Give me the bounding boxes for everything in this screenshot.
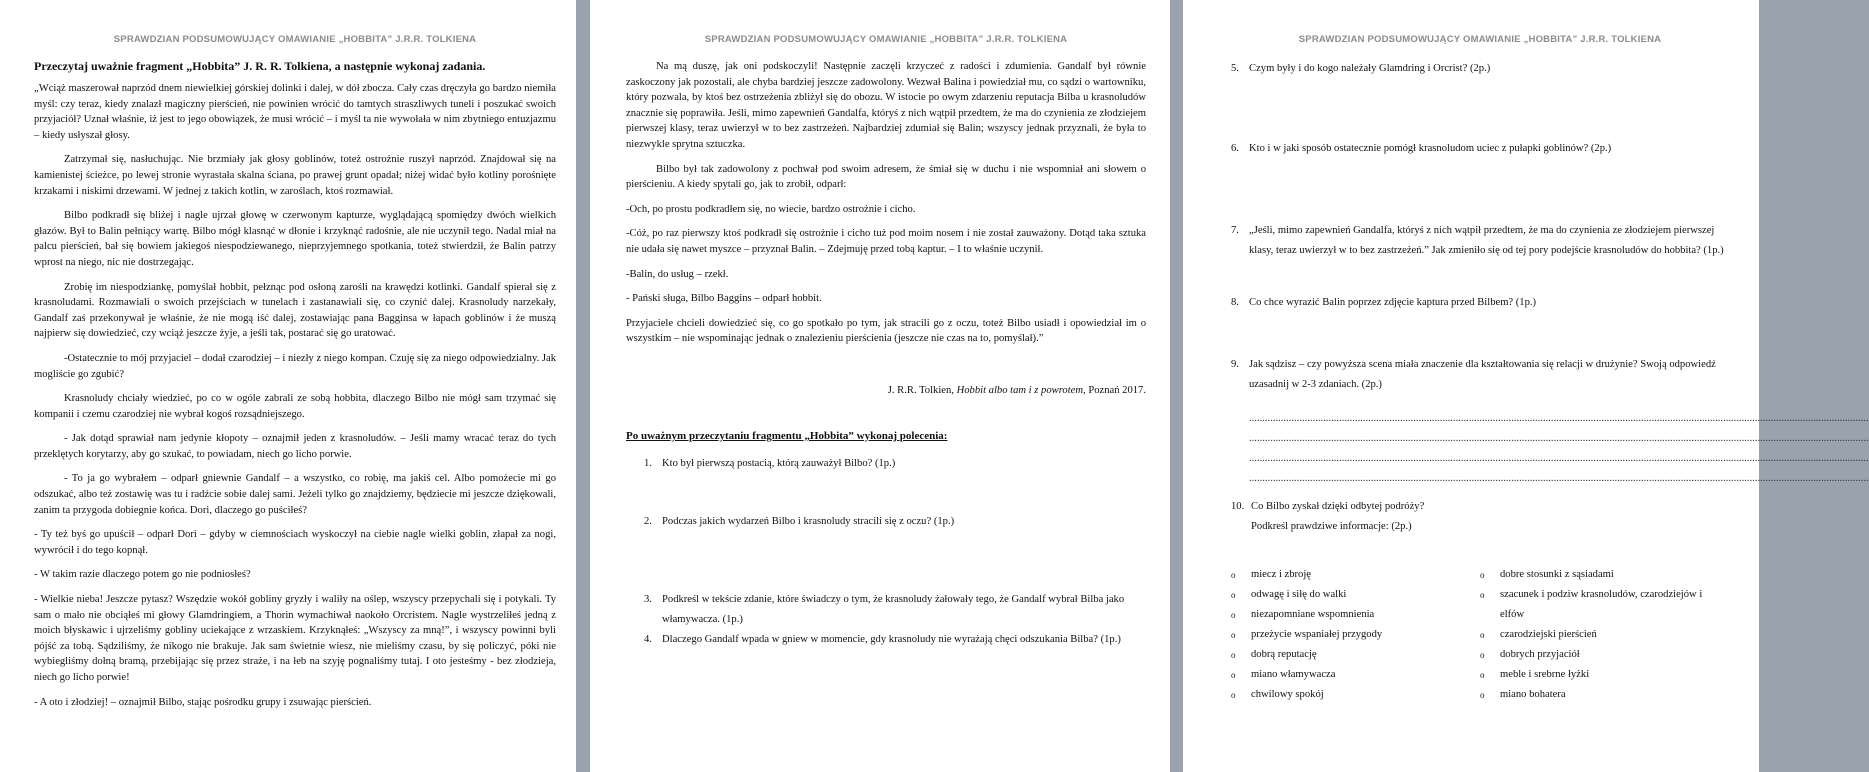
paragraph: Bilbo podkradł się bliżej i nagle ujrzał głowę w czerwonym kapturze, wyglądającą spomiędzy dwóch wielkich głazów. Był to Balin pełniący wartę. Bilbo mógł klasnąć w dłonie i krzyknąć radośnie, ale nie uczynił tego. Nadal miał na palcu pierścień, bał się bowiem jakiegoś niespodziewanego, nieprzyjemnego spotkania, toteż stwierdził, że Balin patrzy wprost na niego, nic nie dostrzegając. (34, 210, 556, 268)
option[interactable] (1480, 565, 1729, 585)
paragraph: -Cóż, po raz pierwszy ktoś podkradł się ostrożnie i cicho tuż pod moim nosem i nie został zauważony. Dotąd taka sztuka nie udała się nawet myszce – przyznał Balin. – Zdejmuję przed tobą kaptur. – I to właśnie uczynił. (626, 228, 1146, 255)
answer-line[interactable]: .......................................................................................................................................................................................................................................... (1249, 433, 1869, 444)
answer-line[interactable]: .......................................................................................................................................................................................................................................... (1249, 473, 1869, 484)
question-text: Co chce wyrazić Balin poprzez zdjęcie kaptura przed Bilbem? (1p.) (1249, 297, 1537, 308)
question-9 (1231, 355, 1729, 395)
paragraph: -Balin, do usług – rzekł. (626, 268, 729, 280)
question-text: Dlaczego Gandalf wpada w gniew w momencie, gdy krasnoludy nie wyrażają chęci odszukania Bilba? (1p.) (662, 633, 1121, 645)
question-number: 4. (644, 633, 652, 645)
option-label: meble i srebrne łyżki (1500, 669, 1590, 680)
question-8 (1231, 293, 1729, 313)
paragraph: - To ja go wybrałem – odparł gniewnie Gandalf – a wszystko, co robię, ma jakiś cel. Albo pomożecie mi go odszukać, albo też zostawię was tu i radźcie sobie dalej sami. Jeżeli tylko go znajdziemy, będziecie mi jeszcze dziękowali, zanim ta przygoda dobiegnie końca. Dori, dlaczego go puściłeś? (34, 473, 556, 516)
page-header: SPRAWDZIAN PODSUMOWUJĄCY OMAWIANIE „HOBBITA” J.R.R. TOLKIENA (704, 34, 1068, 45)
question-text: „Jeśli, mimo zapewnień Gandalfa, któryś z nich wątpił przedtem, że ma do czynienia ze złodziejem pierwszej klasy, teraz uwierzył w to bez zastrzeżeń.” Jak zmieniło się od tej pory podejście krasnoludów do hobbita? (1p.) (1249, 225, 1724, 256)
question-10 (1231, 497, 1729, 537)
circle-bullet-icon: o (1480, 630, 1485, 640)
paragraph: „Wciąż maszerował naprzód dnem niewielkiej górskiej dolinki i dalej, w dół zbocza. Cały czas dręczyła go bardzo niemiła myśl: czy teraz, kiedy znalazł magiczny pierścień, nie powinien wrócić do tamtych straszliwych tuneli i poszukać swoich przyjaciół? Uznał właśnie, iż jest to jego obowiązek, że musi wrócić – i myśl ta nie wywołała w nim zbytniego entuzjazmu – kiedy usłyszał głosy. (34, 83, 556, 141)
citation-work: Hobbit albo tam i z powrotem (956, 384, 1084, 396)
option[interactable] (1231, 665, 1480, 685)
option-label: miano bohatera (1500, 689, 1566, 700)
question-text-line: Co Bilbo zyskał dzięki odbytej podróży? (1251, 501, 1425, 512)
paragraph: -Och, po prostu podkradłem się, no wiecie, bardzo ostrożnie i cicho. (626, 203, 916, 215)
question-4 (644, 630, 1146, 650)
circle-bullet-icon: o (1480, 570, 1485, 580)
story-text (626, 59, 1146, 347)
option[interactable] (1231, 565, 1480, 585)
circle-bullet-icon: o (1480, 670, 1485, 680)
paragraph: - Wielkie nieba! Jeszcze pytasz? Wszędzie wokół gobliny gryzły i waliły na oślep, wszyscy przepychali się i potykali. Ty sam o mało nie obciąłeś mi głowy Glamdringiem, a Thorin wymachiwał naokoło Orcristem. Nagle wystrzeliłeś jedną z moich błyskawic i ujrzeliśmy gobliny uciekające z wrzaskiem. Krzyknąłeś: „Wszyscy za mną!”, i wszyscy powinni byli pójść za tobą. Sądziliśmy, że nikogo nie brakuje. Jak sam świetnie wiesz, nie mieliśmy czasu, by się policzyć, póki nie wybiegliśmy dołną bramą, przebijając się przez straże, i na łeb na szyję pognaliśmy tutaj. I oto jesteśmy - bez złodzieja, niech go licho porwie! (34, 594, 556, 683)
answer-options (1231, 565, 1729, 705)
question-5 (1231, 59, 1729, 79)
paragraph: Przyjaciele chcieli dowiedzieć się, co go spotkało po tym, jak stracili go z oczu, toteż Bilbo usiadł i opowiedział im o wszystkim – nie wspominając jednak o znalezieniu pierścienia (jeszcze nie czas na to, pomyślał).” (626, 317, 1146, 345)
paragraph: Krasnoludy chciały wiedzieć, po co w ogóle zabrali ze sobą hobbita, dlaczego Bilbo nie mógł sam trzymać się kompanii i czemu czarodziej nie wybrał kogoś rozsądniejszego. (34, 393, 556, 420)
question-text: Podkreśl w tekście zdanie, które świadczy o tym, że krasnoludy żałowały tego, że Gandalf wybrał Bilba jako włamywacza. (1p.) (662, 593, 1125, 625)
question-number: 8. (1231, 297, 1239, 308)
circle-bullet-icon: o (1231, 650, 1236, 660)
paragraph: Na mą duszę, jak oni podskoczyli! Następnie zaczęli krzyczeć z radości i zdumienia. Gandalf był równie zaskoczony jak pozostali, ale chyba bardziej jeszcze zadowolony. Wezwał Balina i powiedział mu, co sądzi o wartowniku, który pozwala, by ktoś bez ostrzeżenia zbliżył się do obozu. W istocie po owym zdarzeniu reputacja Bilba u krasnoludów znacznie się poprawiła. Jeśli, mimo zapewnień Gandalfa, któryś z nich wątpił przedtem, że ma do czynienia ze złodziejem pierwszej klasy, teraz uwierzył w to bez zastrzeżeń. Najbardziej zdumiał się Balin; wszyscy jednak przyznali, że była to niezwykle sprytna sztuczka. (626, 61, 1146, 150)
option[interactable] (1231, 625, 1480, 645)
circle-bullet-icon: o (1480, 690, 1485, 700)
question-number: 6. (1231, 143, 1239, 154)
options-left-column (1231, 565, 1480, 705)
page-header: SPRAWDZIAN PODSUMOWUJĄCY OMAWIANIE „HOBBITA” J.R.R. TOLKIENA (113, 34, 477, 45)
circle-bullet-icon: o (1231, 570, 1236, 580)
option-label: dobre stosunki z sąsiadami (1500, 569, 1614, 580)
task-heading: Po uważnym przeczytaniu fragmentu „Hobbita” wykonaj polecenia: (626, 429, 948, 442)
option-label: chwilowy spokój (1251, 689, 1324, 700)
option-label: niezapomniane wspomnienia (1251, 609, 1375, 620)
question-number: 10. (1231, 501, 1245, 512)
question-text: Kto i w jaki sposób ostatecznie pomógł krasnoludom uciec z pułapki goblinów? (2p.) (1249, 143, 1612, 154)
question-instruction: Podkreśl prawdziwe informacje: (2p.) (1251, 521, 1412, 532)
paragraph: Bilbo był tak zadowolony z pochwał pod swoim adresem, że śmiał się w duchu i nie wspomniał ani słowem o pierścieniu. A kiedy spytali go, jak to zrobił, odparł: (626, 163, 1146, 191)
paragraph: Zatrzymał się, nasłuchując. Nie brzmiały jak głosy goblinów, toteż ostrożnie ruszył naprzód. Znajdował się na kamienistej ścieżce, po lewej stronie wyrastała skalna ściana, po prawej grunt opadał; niżej widać było kotliny porośnięte krzakami i niskimi drzewami. W jednej z takich kotlin, w zaroślach, ktoś rozmawiał. (34, 154, 556, 197)
citation (626, 385, 1146, 396)
paragraph: - Pański sługa, Bilbo Baggins – odparł hobbit. (626, 293, 822, 305)
answer-line[interactable]: .......................................................................................................................................................................................................................................... (1249, 453, 1869, 464)
paragraph: - Jak dotąd sprawiał nam jedynie kłopoty – oznajmił jeden z krasnoludów. – Jeśli mamy wracać teraz do tych przeklętych korytarzy, aby go szukać, to powiadam, niech go licho porwie. (34, 433, 556, 460)
question-number: 2. (644, 515, 652, 527)
answer-lines (1249, 409, 1869, 489)
citation-rest: , Poznań 2017. (1083, 384, 1146, 396)
option-label: dobrych przyjaciół (1500, 649, 1580, 660)
circle-bullet-icon: o (1231, 630, 1236, 640)
option[interactable] (1480, 625, 1729, 645)
story-text (34, 81, 556, 710)
option[interactable] (1480, 685, 1729, 705)
option[interactable] (1480, 645, 1729, 665)
option-label: miecz i zbroję (1251, 569, 1311, 580)
option-label: miano włamywacza (1251, 669, 1336, 680)
page-title: Przeczytaj uważnie fragment „Hobbita” J. R. R. Tolkiena, a następnie wykonaj zadania. (34, 59, 486, 73)
option[interactable] (1231, 645, 1480, 665)
question-3 (644, 590, 1146, 630)
question-2 (644, 512, 1146, 532)
page-header: SPRAWDZIAN PODSUMOWUJĄCY OMAWIANIE „HOBBITA” J.R.R. TOLKIENA (1298, 34, 1662, 45)
question-1 (644, 454, 1146, 474)
question-number: 3. (644, 593, 652, 605)
option-label: przeżycie wspaniałej przygody (1251, 629, 1383, 640)
option[interactable] (1480, 665, 1729, 685)
option-label: szacunek i podziw krasnoludów, czarodziejów i elfów (1500, 589, 1703, 620)
page-3 (1183, 0, 1869, 772)
citation-author: J. R.R. Tolkien, (887, 384, 957, 396)
question-text: Czym były i do kogo należały Glamdring i Orcrist? (2p.) (1249, 63, 1491, 74)
question-text (1251, 497, 1729, 537)
option-label: czarodziejski pierścień (1500, 629, 1597, 640)
question-number: 9. (1231, 359, 1239, 370)
question-7 (1231, 221, 1729, 261)
circle-bullet-icon: o (1480, 650, 1485, 660)
circle-bullet-icon: o (1480, 590, 1485, 600)
paragraph: Zrobię im niespodziankę, pomyślał hobbit, pełznąc pod osłoną zarośli na krawędzi kotlinki. Gandalf spierał się z krasnoludami. Rozmawiali o swoich przejściach w tunelach i zastanawiali się, co czynić dalej. Krasnoludy narzekały, Gandalf zaś przekonywał je właśnie, że nie mogą iść dalej, zostawiając pana Bagginsa w łapach goblinów i że muszą najpierw się dowiedzieć, czy wciąż jeszcze żyje, a jeśli tak, postarać się go uratować. (34, 281, 556, 340)
circle-bullet-icon: o (1231, 590, 1236, 600)
page-1 (0, 0, 576, 772)
page-2 (590, 0, 1170, 772)
paragraph: - W takim razie dlaczego potem go nie podniosłeś? (34, 569, 251, 581)
option-label: dobrą reputację (1251, 649, 1317, 660)
option-label: odwagę i siłę do walki (1251, 589, 1347, 600)
options-right-column (1480, 565, 1729, 705)
question-text: Podczas jakich wydarzeń Bilbo i krasnoludy stracili się z oczu? (1p.) (662, 515, 955, 527)
circle-bullet-icon: o (1231, 670, 1236, 680)
answer-line[interactable]: .......................................................................................................................................................................................................................................... (1249, 413, 1869, 424)
option[interactable] (1231, 605, 1480, 625)
option[interactable] (1231, 685, 1480, 705)
paragraph: - A oto i złodziej! – oznajmił Bilbo, stając pośrodku grupy i zsuwając pierścień. (34, 696, 372, 708)
option[interactable] (1480, 585, 1729, 625)
question-number: 1. (644, 457, 652, 469)
question-text: Kto był pierwszą postacią, którą zauważył Bilbo? (1p.) (662, 457, 896, 469)
question-text: Jak sądzisz – czy powyższa scena miała znaczenie dla kształtowania się relacji w drużynie? Swoją odpowiedź uzasadnij w 2-3 zdaniach. (2p.) (1249, 359, 1716, 390)
circle-bullet-icon: o (1231, 690, 1236, 700)
question-number: 7. (1231, 225, 1239, 236)
paragraph: -Ostatecznie to mój przyjaciel – dodał czarodziej – i niezły z niego kompan. Czuję się za niego odpowiedzialny. Jak mogliście go zgubić? (34, 352, 556, 380)
paragraph: - Ty też byś go upuścił – odparł Dori – gdyby w ciemnościach wyskoczył na ciebie nagle wielki goblin, złapał za nogi, wywrócił i do tego kopnął. (34, 529, 556, 556)
question-number: 5. (1231, 63, 1239, 74)
circle-bullet-icon: o (1231, 610, 1236, 620)
question-6 (1231, 139, 1729, 159)
option[interactable] (1231, 585, 1480, 605)
